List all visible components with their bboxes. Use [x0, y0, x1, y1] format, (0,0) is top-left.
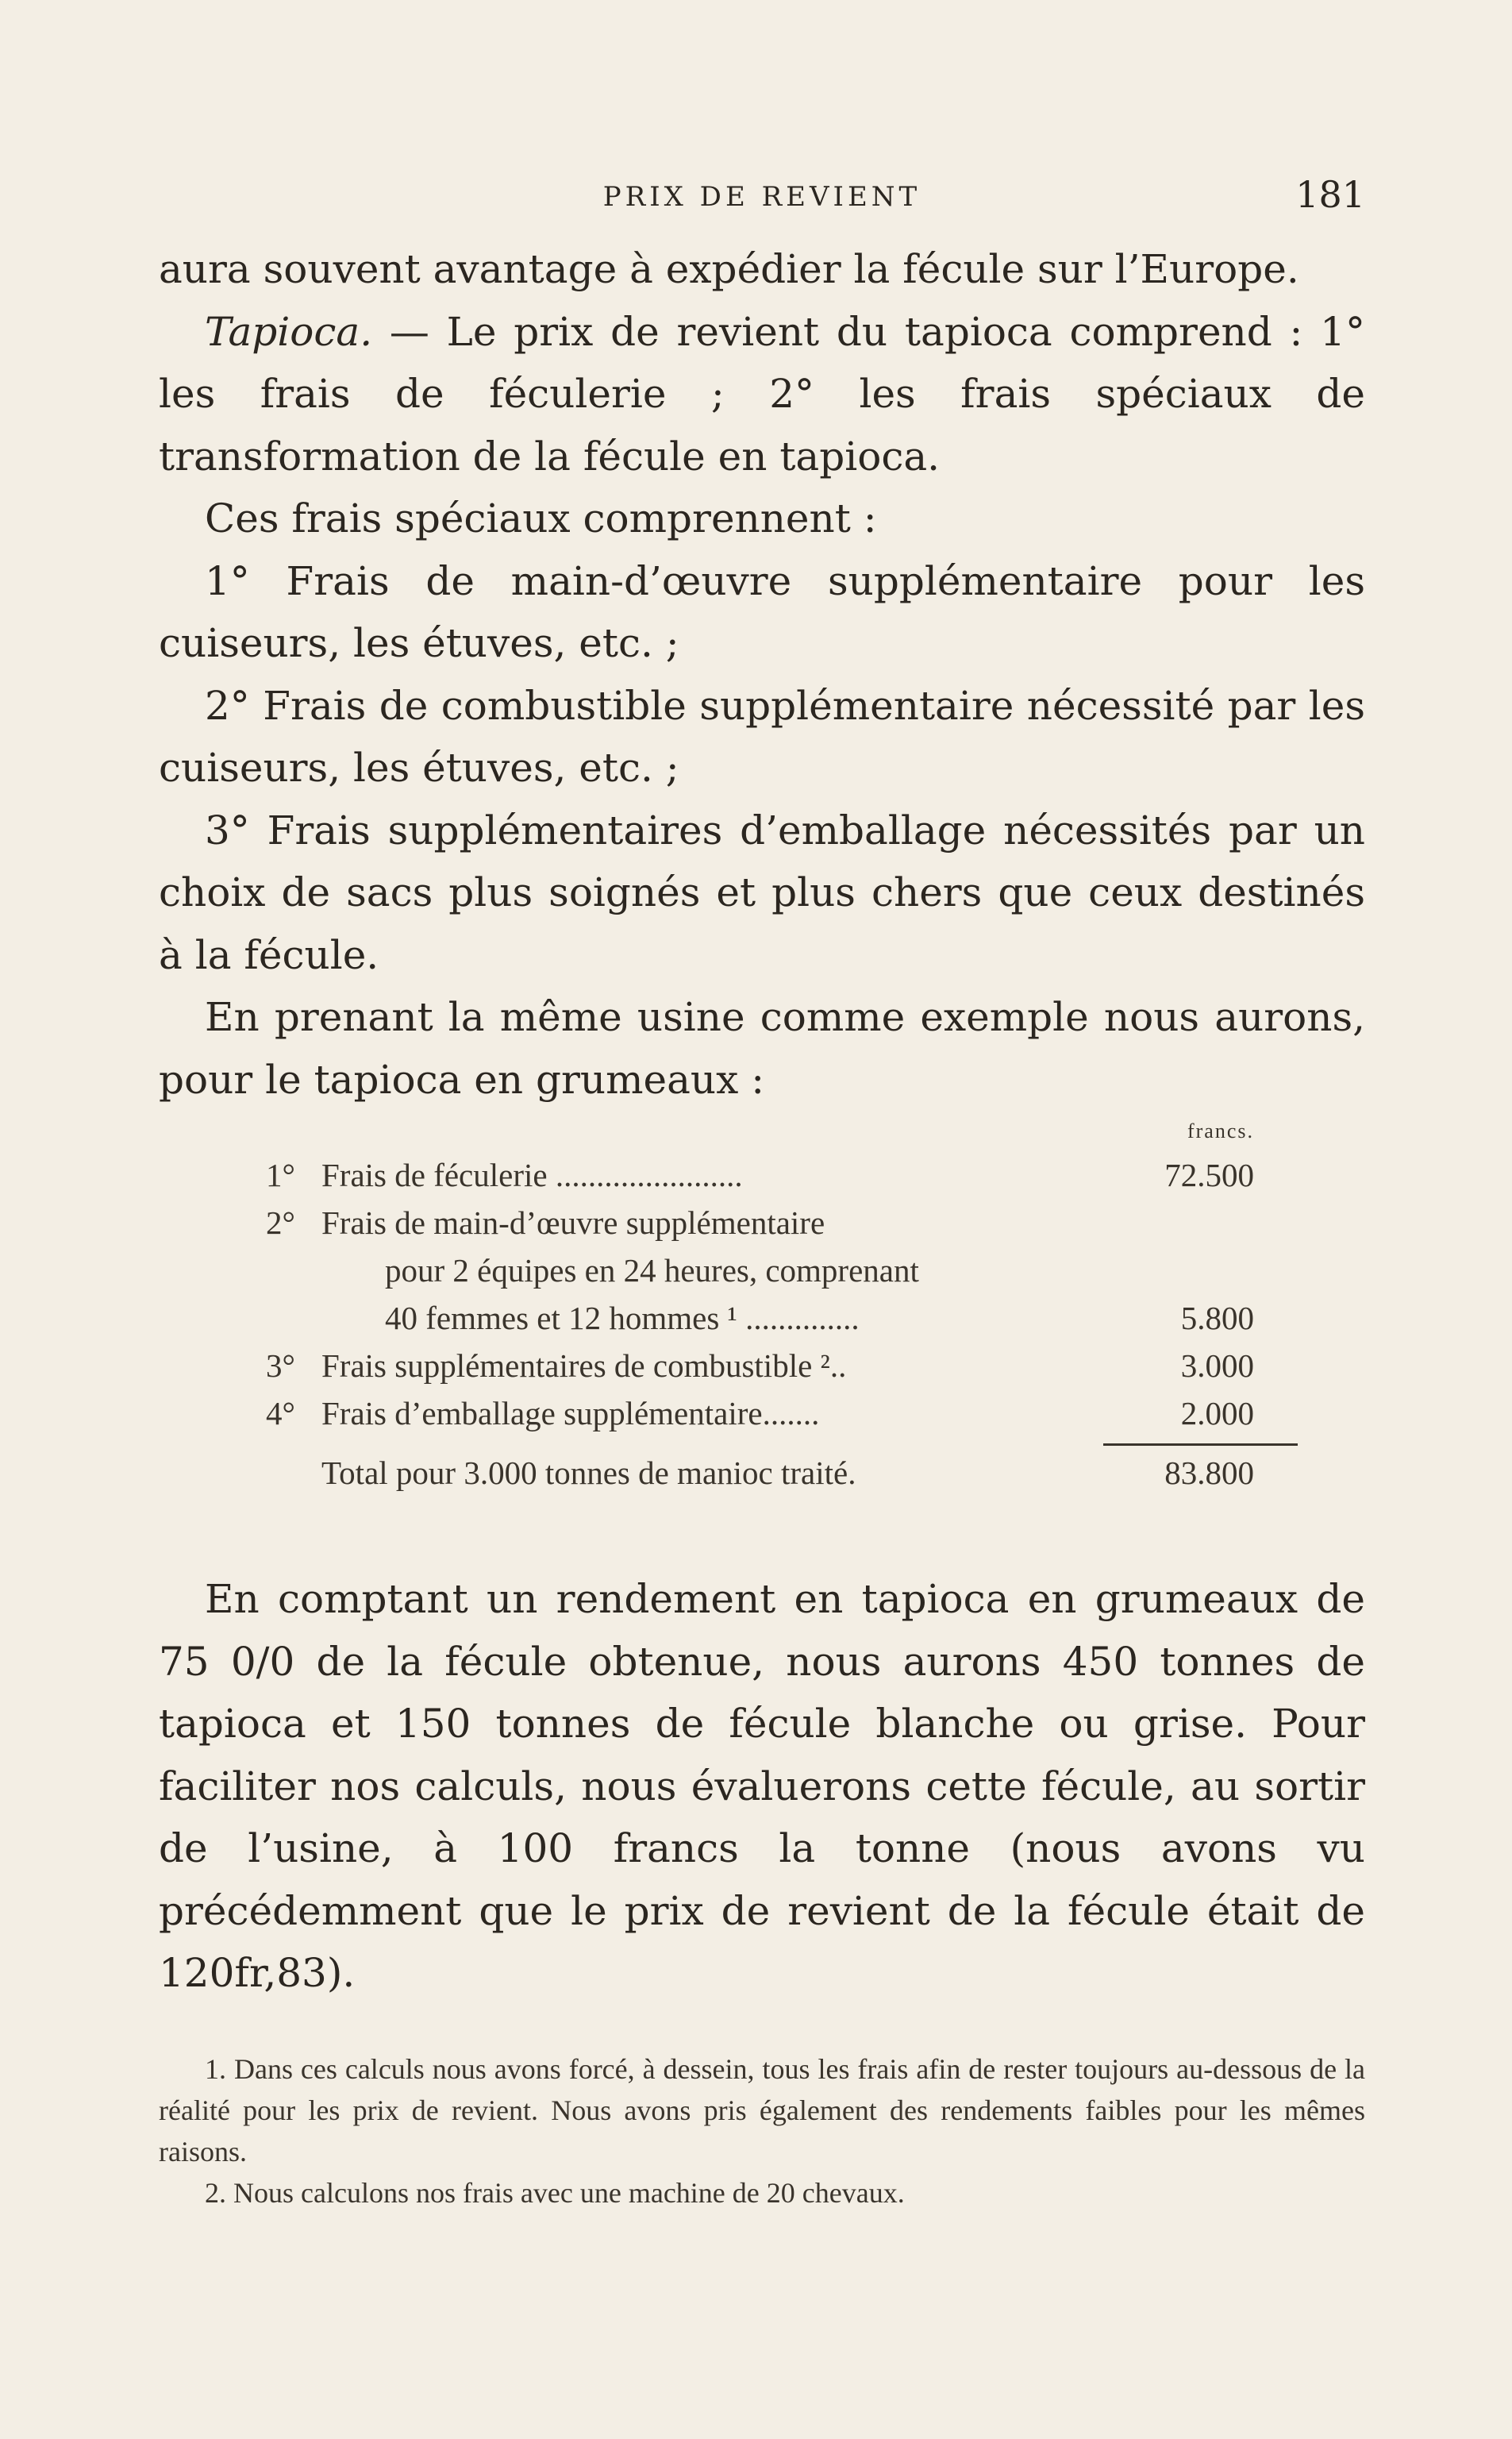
- row-value: 3.000: [1180, 1347, 1254, 1384]
- paragraph-4: 1° Frais de main-d’œuvre supplémentaire pour les cuiseurs, les étuves, etc. ;: [159, 557, 1365, 666]
- footnote-1: 1. Dans ces calculs nous avons forcé, à dessein, tous les frais afin de rester toujours au-dessous de la réalité pour les prix de revient. Nous avons pris également des rendements faibles pour les mêmes raisons.: [159, 2053, 1365, 2167]
- table-row: [266, 1156, 1294, 1204]
- table-row: [266, 1251, 1294, 1299]
- row-number: 2°: [266, 1204, 295, 1241]
- body-text-bottom: [159, 1568, 1365, 2005]
- table-row: [266, 1204, 1294, 1251]
- total-rule: [1103, 1443, 1298, 1446]
- footnotes: [159, 2048, 1365, 2214]
- paragraph-7: En prenant la même usine comme exemple nous aurons, pour le tapioca en grumeaux :: [159, 994, 1365, 1103]
- row-description: pour 2 équipes en 24 heures, comprenant: [385, 1252, 919, 1289]
- row-number: 3°: [266, 1347, 295, 1384]
- cost-table: [266, 1119, 1294, 1505]
- row-description: Frais supplémentaires de combustible ²..: [321, 1347, 847, 1384]
- page-header: [159, 173, 1365, 218]
- paragraph-tapioca: Tapioca. — Le prix de revient du tapioca comprend : 1° les frais de féculerie ; 2° les frais spéciaux de transformation de la fécule en tapioca.: [159, 308, 1365, 480]
- total-value: 83.800: [1164, 1455, 1254, 1491]
- row-description: Frais de main-d’œuvre supplémentaire: [321, 1204, 825, 1241]
- row-value: 5.800: [1180, 1300, 1254, 1336]
- paragraph-6: 3° Frais supplémentaires d’emballage nécessités par un choix de sacs plus soignés et plus chers que ceux destinés à la fécule.: [159, 807, 1365, 978]
- row-description: Frais de féculerie .......................: [321, 1157, 743, 1193]
- footnote-2: 2. Nous calculons nos frais avec une machine de 20 chevaux.: [205, 2177, 905, 2209]
- units-label: francs.: [1187, 1119, 1254, 1142]
- paragraph-3: Ces frais spéciaux comprennent :: [205, 495, 877, 541]
- row-number: 4°: [266, 1395, 295, 1431]
- table-row: [266, 1299, 1294, 1347]
- paragraph-rendement: En comptant un rendement en tapioca en grumeaux de 75 0/0 de la fécule obtenue, nous aurons 450 tonnes de tapioca et 150 tonnes de fécule blanche ou grise. Pour faciliter nos calculs, nous évaluerons cette fécule, au sortir de l’usine, à 100 francs la tonne (nous avons vu précédemment que le prix de revient de la fécule était de 120fr,83).: [159, 1576, 1365, 1996]
- paragraph-1: aura souvent avantage à expédier la fécule sur l’Europe.: [159, 246, 1299, 292]
- paragraph-5: 2° Frais de combustible supplémentaire nécessité par les cuiseurs, les étuves, etc. ;: [159, 682, 1365, 791]
- page-number: 181: [1295, 173, 1365, 216]
- row-number: 1°: [266, 1157, 295, 1193]
- total-row: [266, 1454, 1294, 1505]
- body-text-top: [159, 238, 1365, 1111]
- row-description: 40 femmes et 12 hommes ¹ ..............: [385, 1300, 860, 1336]
- italic-heading: Tapioca.: [205, 308, 373, 355]
- table-row: [266, 1347, 1294, 1394]
- row-value: 72.500: [1164, 1157, 1254, 1193]
- row-value: 2.000: [1180, 1395, 1254, 1431]
- total-label: Total pour 3.000 tonnes de manioc traité.: [321, 1455, 856, 1491]
- running-title: PRIX DE REVIENT: [602, 181, 921, 213]
- row-description: Frais d’emballage supplémentaire.......: [321, 1395, 820, 1431]
- table-row: [266, 1394, 1294, 1442]
